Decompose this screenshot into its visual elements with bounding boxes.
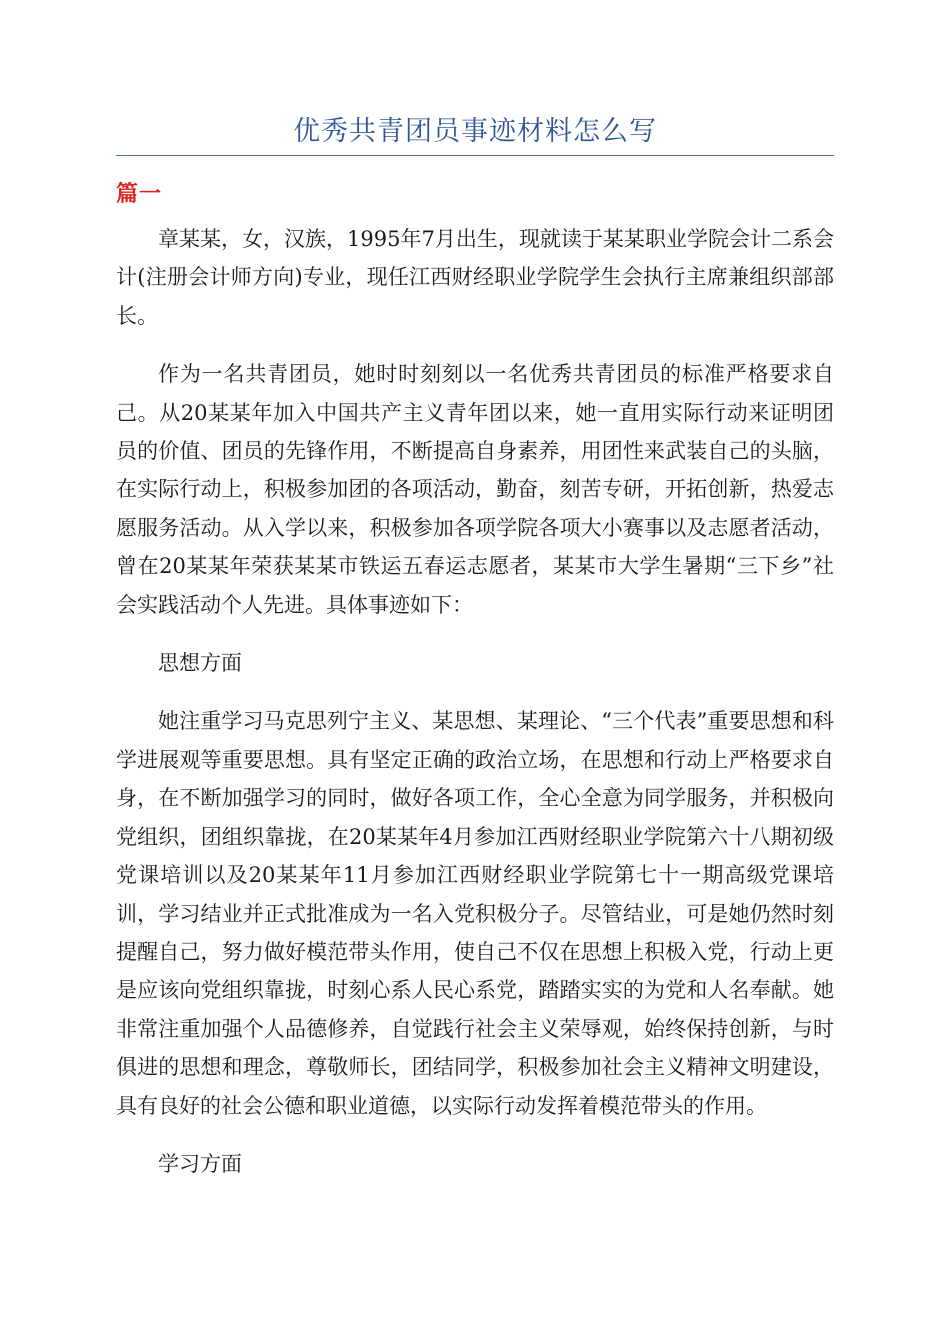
paragraph-thought: 她注重学习马克思列宁主义、某思想、某理论、“三个代表”重要思想和科学进展观等重要思想。具有坚定正确的政治立场，在思想和行动上严格要求自身，在不断加强学习的同时，做好各项工作，全心全意为同学服务，并积极向党组织，团组织靠拢，在20某某年4月参加江西财经职业学院第六十八期初级党课培训以及20某某年11月参加江西财经职业学院第七十一期高级党课培训，学习结业并正式批准成为一名入党积极分子。尽管结业，可是她仍然时刻提醒自己，努力做好模范带头作用，使自己不仅在思想上积极入党，行动上更是应该向党组织靠拢，时刻心系人民心系党，踏踏实实的为党和人名奉献。她非常注重加强个人品德修养，自觉践行社会主义荣辱观，始终保持创新，与时俱进的思想和理念，尊敬师长，团结同学，积极参加社会主义精神文明建设，具有良好的社会公德和职业道德，以实际行动发挥着模范带头的作用。 [116, 709, 834, 1118]
section-heading: 篇一 [116, 181, 163, 207]
subheading-thought: 思想方面 [158, 651, 242, 676]
subheading-study: 学习方面 [158, 1151, 242, 1176]
document-title: 优秀共青团员事迹材料怎么写 [293, 116, 657, 147]
title-underline [116, 155, 834, 156]
paragraph-overview: 作为一名共青团员，她时时刻刻以一名优秀共青团员的标准严格要求自己。从20某某年加入中国共产主义青年团以来，她一直用实际行动来证明团员的价值、团员的先锋作用，不断提高自身素养，用团性来武装自己的头脑，在实际行动上，积极参加团的各项活动，勤奋，刻苦专研，开拓创新，热爱志愿服务活动。从入学以来，积极参加各项学院各项大小赛事以及志愿者活动，曾在20某某年荣获某某市铁运五春运志愿者，某某市大学生暑期“三下乡”社会实践活动个人先进。具体事迹如下： [116, 362, 834, 617]
document-body [116, 220, 834, 1203]
paragraph-intro: 章某某，女，汉族，1995年7月出生，现就读于某某职业学院会计二系会计(注册会计师方向)专业，现任江西财经职业学院学生会执行主席兼组织部部长。 [116, 227, 834, 328]
